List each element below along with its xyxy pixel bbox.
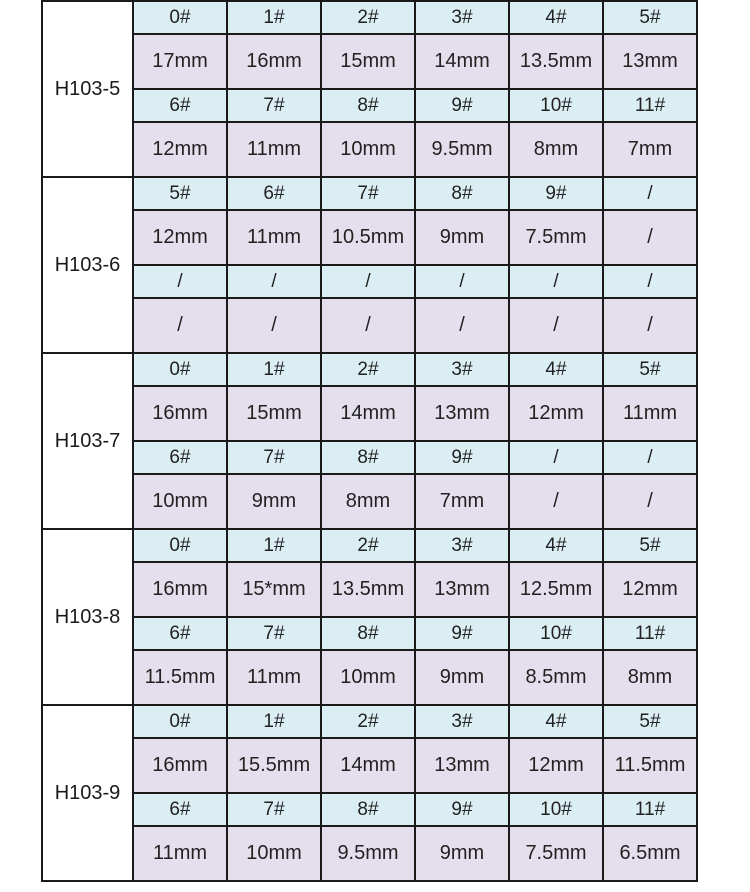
measurement-cell: 16mm <box>227 34 321 89</box>
size-number-cell: 0# <box>133 1 227 34</box>
size-number-cell: 5# <box>603 705 697 738</box>
measurement-cell: 10mm <box>133 474 227 529</box>
measurement-row <box>42 474 697 529</box>
measurement-cell: 12mm <box>509 386 603 441</box>
size-number-cell: 3# <box>415 1 509 34</box>
size-number-cell: / <box>509 441 603 474</box>
size-number-cell: 7# <box>321 177 415 210</box>
size-number-cell: 4# <box>509 705 603 738</box>
measurement-cell: 7.5mm <box>509 210 603 265</box>
size-number-cell: 8# <box>321 617 415 650</box>
model-label: H103-8 <box>42 529 133 705</box>
size-number-cell: 5# <box>603 1 697 34</box>
model-label: H103-5 <box>42 1 133 177</box>
measurement-cell: 7mm <box>603 122 697 177</box>
size-number-cell: 1# <box>227 353 321 386</box>
measurement-cell: 13mm <box>415 562 509 617</box>
measurement-cell: 15mm <box>321 34 415 89</box>
measurement-row <box>42 210 697 265</box>
size-number-cell: 6# <box>133 441 227 474</box>
measurement-cell: 11.5mm <box>603 738 697 793</box>
size-number-cell: 7# <box>227 617 321 650</box>
measurement-cell: 11mm <box>227 122 321 177</box>
size-row <box>42 705 697 738</box>
measurement-cell: 11mm <box>227 650 321 705</box>
model-label: H103-9 <box>42 705 133 881</box>
measurement-cell: 16mm <box>133 738 227 793</box>
size-number-cell: 8# <box>415 177 509 210</box>
measurement-row <box>42 386 697 441</box>
size-number-cell: / <box>603 177 697 210</box>
size-row <box>42 529 697 562</box>
measurement-row <box>42 298 697 353</box>
measurement-cell: 8mm <box>321 474 415 529</box>
measurement-cell: 11.5mm <box>133 650 227 705</box>
size-number-cell: 9# <box>415 793 509 826</box>
size-number-cell: / <box>603 265 697 298</box>
measurement-cell: 8.5mm <box>509 650 603 705</box>
measurement-cell: 12mm <box>133 122 227 177</box>
measurement-cell: 11mm <box>133 826 227 881</box>
size-number-cell: 10# <box>509 793 603 826</box>
measurement-row <box>42 34 697 89</box>
measurement-cell: 10.5mm <box>321 210 415 265</box>
size-number-cell: 3# <box>415 353 509 386</box>
size-number-cell: 2# <box>321 1 415 34</box>
measurement-cell: / <box>227 298 321 353</box>
measurement-cell: 7.5mm <box>509 826 603 881</box>
size-number-cell: / <box>415 265 509 298</box>
measurement-row <box>42 826 697 881</box>
size-number-cell: 2# <box>321 529 415 562</box>
size-number-cell: 8# <box>321 793 415 826</box>
size-row <box>42 793 697 826</box>
size-number-cell: 0# <box>133 705 227 738</box>
size-number-cell: 0# <box>133 529 227 562</box>
measurement-cell: 12mm <box>603 562 697 617</box>
size-row <box>42 617 697 650</box>
size-row <box>42 353 697 386</box>
size-number-cell: 6# <box>133 89 227 122</box>
measurement-cell: 13mm <box>415 738 509 793</box>
size-number-cell: 8# <box>321 89 415 122</box>
measurement-cell: 8mm <box>603 650 697 705</box>
measurement-cell: 9mm <box>415 210 509 265</box>
size-row <box>42 265 697 298</box>
measurement-cell: 12.5mm <box>509 562 603 617</box>
size-number-cell: 8# <box>321 441 415 474</box>
size-number-cell: / <box>603 441 697 474</box>
measurement-cell: / <box>509 474 603 529</box>
measurement-cell: 15*mm <box>227 562 321 617</box>
size-number-cell: 10# <box>509 617 603 650</box>
size-row <box>42 441 697 474</box>
size-row <box>42 1 697 34</box>
size-number-cell: 4# <box>509 529 603 562</box>
size-number-cell: 9# <box>415 441 509 474</box>
model-label: H103-6 <box>42 177 133 353</box>
size-number-cell: 1# <box>227 529 321 562</box>
size-row <box>42 89 697 122</box>
measurement-row <box>42 650 697 705</box>
measurement-cell: / <box>321 298 415 353</box>
size-number-cell: 3# <box>415 705 509 738</box>
measurement-cell: 11mm <box>227 210 321 265</box>
size-number-cell: 5# <box>603 353 697 386</box>
size-number-cell: 4# <box>509 353 603 386</box>
measurement-cell: 13.5mm <box>509 34 603 89</box>
measurement-cell: 12mm <box>133 210 227 265</box>
measurement-row <box>42 122 697 177</box>
size-number-cell: 5# <box>133 177 227 210</box>
size-number-cell: / <box>321 265 415 298</box>
measurement-cell: 7mm <box>415 474 509 529</box>
measurement-row <box>42 738 697 793</box>
size-number-cell: 4# <box>509 1 603 34</box>
size-number-cell: 5# <box>603 529 697 562</box>
measurement-cell: / <box>603 474 697 529</box>
measurement-cell: 15mm <box>227 386 321 441</box>
measurement-cell: 14mm <box>321 386 415 441</box>
size-number-cell: 7# <box>227 441 321 474</box>
measurement-cell: 12mm <box>509 738 603 793</box>
size-number-cell: 11# <box>603 89 697 122</box>
measurement-cell: / <box>603 298 697 353</box>
size-number-cell: 11# <box>603 793 697 826</box>
measurement-cell: 14mm <box>415 34 509 89</box>
size-row <box>42 177 697 210</box>
size-number-cell: 9# <box>415 617 509 650</box>
measurement-cell: / <box>603 210 697 265</box>
measurement-cell: 9.5mm <box>415 122 509 177</box>
measurement-row <box>42 562 697 617</box>
measurement-cell: 9mm <box>415 650 509 705</box>
measurement-cell: 16mm <box>133 386 227 441</box>
measurement-cell: 6.5mm <box>603 826 697 881</box>
measurement-cell: 8mm <box>509 122 603 177</box>
size-number-cell: 2# <box>321 705 415 738</box>
size-number-cell: 2# <box>321 353 415 386</box>
measurement-cell: / <box>415 298 509 353</box>
size-number-cell: / <box>509 265 603 298</box>
size-number-cell: 6# <box>227 177 321 210</box>
measurement-cell: 15.5mm <box>227 738 321 793</box>
measurement-cell: 10mm <box>227 826 321 881</box>
size-number-cell: 1# <box>227 1 321 34</box>
size-chart-body <box>42 1 697 881</box>
size-number-cell: 9# <box>509 177 603 210</box>
size-chart-table <box>41 0 698 882</box>
size-number-cell: 11# <box>603 617 697 650</box>
model-label: H103-7 <box>42 353 133 529</box>
measurement-cell: 13mm <box>415 386 509 441</box>
measurement-cell: 17mm <box>133 34 227 89</box>
size-number-cell: 6# <box>133 617 227 650</box>
measurement-cell: 9mm <box>415 826 509 881</box>
measurement-cell: 10mm <box>321 122 415 177</box>
measurement-cell: 11mm <box>603 386 697 441</box>
size-number-cell: / <box>133 265 227 298</box>
size-number-cell: 3# <box>415 529 509 562</box>
size-number-cell: 7# <box>227 793 321 826</box>
size-number-cell: 9# <box>415 89 509 122</box>
size-number-cell: 10# <box>509 89 603 122</box>
measurement-cell: 13.5mm <box>321 562 415 617</box>
size-number-cell: 7# <box>227 89 321 122</box>
measurement-cell: 9mm <box>227 474 321 529</box>
measurement-cell: 10mm <box>321 650 415 705</box>
size-number-cell: / <box>227 265 321 298</box>
size-number-cell: 6# <box>133 793 227 826</box>
measurement-cell: 9.5mm <box>321 826 415 881</box>
measurement-cell: / <box>509 298 603 353</box>
measurement-cell: 16mm <box>133 562 227 617</box>
measurement-cell: 13mm <box>603 34 697 89</box>
size-number-cell: 0# <box>133 353 227 386</box>
size-number-cell: 1# <box>227 705 321 738</box>
measurement-cell: / <box>133 298 227 353</box>
measurement-cell: 14mm <box>321 738 415 793</box>
